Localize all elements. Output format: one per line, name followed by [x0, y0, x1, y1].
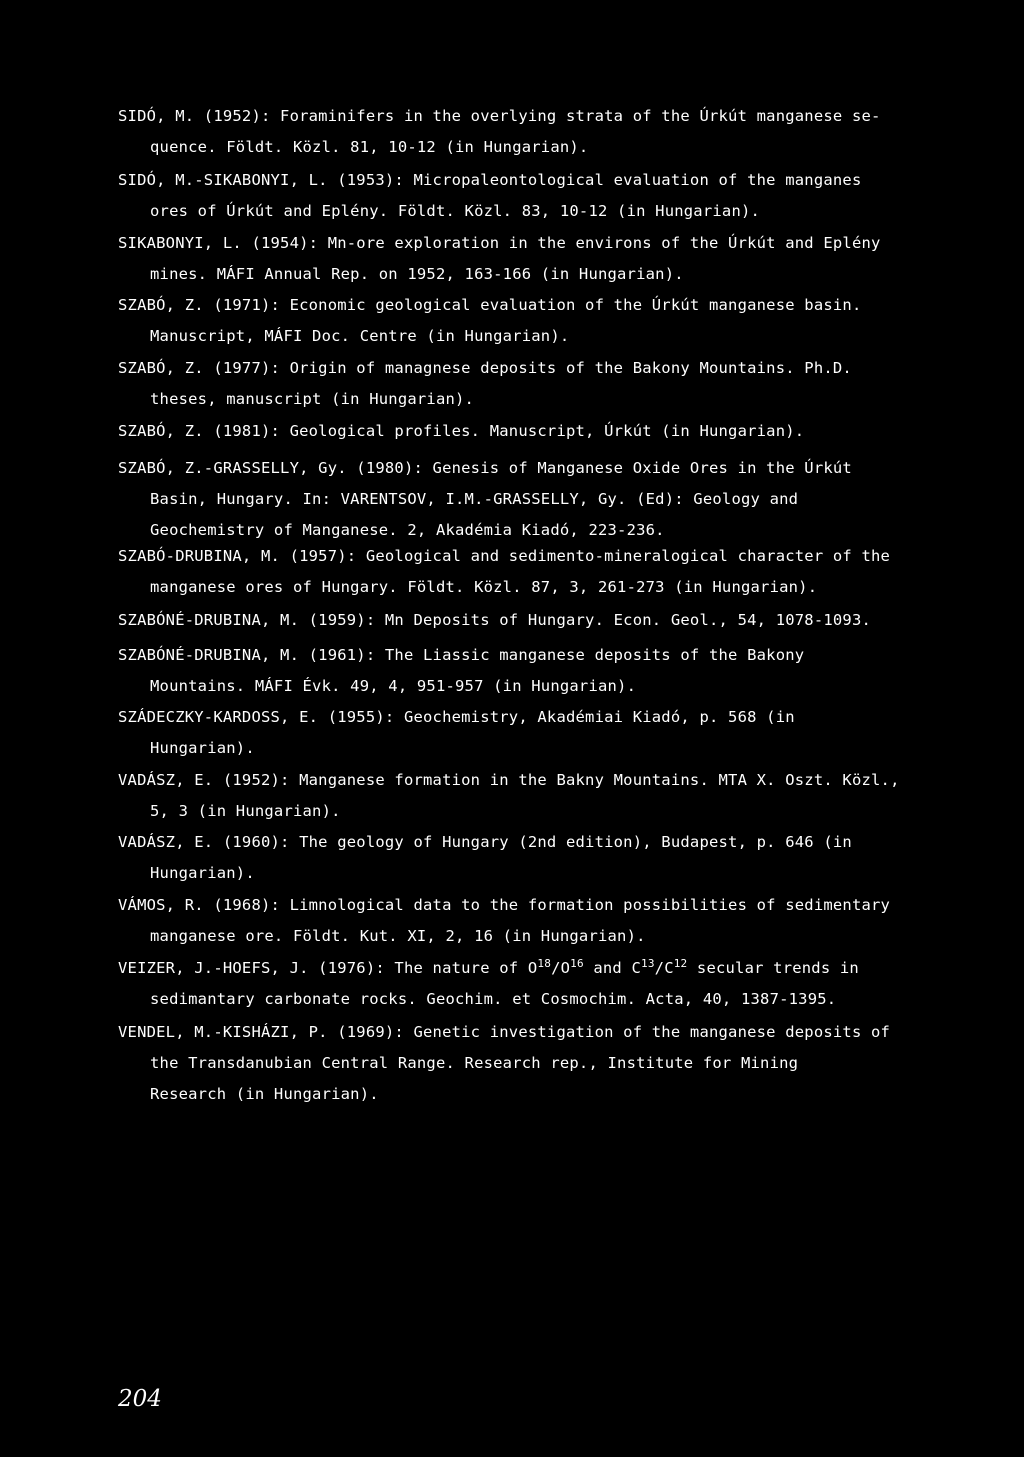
superscript: 12 — [673, 956, 688, 970]
reference-line: Manuscript, MÁFI Doc. Centre (in Hungarian). — [150, 327, 570, 345]
reference-line: SIKABONYI, L. (1954): Mn-ore exploration in the environs of the Úrkút and Eplény — [118, 234, 881, 252]
reference-line: Research (in Hungarian). — [150, 1085, 379, 1103]
reference-line: Basin, Hungary. In: VARENTSOV, I.M.-GRASSELLY, Gy. (Ed): Geology and — [150, 490, 799, 508]
page-number: 204 — [118, 1386, 162, 1412]
reference-line: ores of Úrkút and Eplény. Földt. Közl. 83, 10-12 (in Hungarian). — [150, 202, 761, 220]
reference-line: VENDEL, M.-KISHÁZI, P. (1969): Genetic investigation of the manganese deposits of — [118, 1023, 891, 1041]
superscript: 18 — [537, 956, 552, 970]
reference-line: 5, 3 (in Hungarian). — [150, 802, 341, 820]
reference-line: Hungarian). — [150, 864, 255, 882]
reference-line: VADÁSZ, E. (1960): The geology of Hungary (2nd edition), Budapest, p. 646 (in — [118, 833, 852, 851]
reference-line: SZABÓ, Z. (1981): Geological profiles. Manuscript, Úrkút (in Hungarian). — [118, 422, 805, 440]
text-run: and C — [583, 959, 641, 977]
reference-line: VADÁSZ, E. (1952): Manganese formation in the Bakny Mountains. MTA X. Oszt. Közl., — [118, 771, 900, 789]
reference-line: SIDÓ, M. (1952): Foraminifers in the overlying strata of the Úrkút manganese se- — [118, 107, 881, 125]
reference-line: Geochemistry of Manganese. 2, Akadémia Kiadó, 223-236. — [150, 521, 665, 539]
reference-line: manganese ore. Földt. Kut. XI, 2, 16 (in Hungarian). — [150, 927, 646, 945]
superscript: 16 — [570, 956, 584, 970]
reference-line — [118, 958, 859, 978]
superscript: 13 — [641, 956, 655, 970]
reference-line: SZÁDECZKY-KARDOSS, E. (1955): Geochemistry, Akadémiai Kiadó, p. 568 (in — [118, 708, 795, 726]
reference-line: SZABÓNÉ-DRUBINA, M. (1959): Mn Deposits of Hungary. Econ. Geol., 54, 1078-1093. — [118, 611, 872, 629]
text-run: /O — [551, 959, 571, 977]
reference-line: mines. MÁFI Annual Rep. on 1952, 163-166 (in Hungarian). — [150, 265, 684, 283]
reference-line: SZABÓ, Z. (1977): Origin of managnese deposits of the Bakony Mountains. Ph.D. — [118, 359, 852, 377]
reference-line: SZABÓ-DRUBINA, M. (1957): Geological and sedimento-mineralogical character of the — [118, 547, 891, 565]
reference-line: Mountains. MÁFI Évk. 49, 4, 951-957 (in Hungarian). — [150, 677, 637, 695]
text-run: VEIZER, J.-HOEFS, J. (1976): The nature of O — [118, 959, 538, 977]
reference-line: Hungarian). — [150, 739, 255, 757]
reference-line: SZABÓNÉ-DRUBINA, M. (1961): The Liassic manganese deposits of the Bakony — [118, 646, 805, 664]
reference-line: the Transdanubian Central Range. Research rep., Institute for Mining — [150, 1054, 799, 1072]
reference-line: VÁMOS, R. (1968): Limnological data to the formation possibilities of sedimentary — [118, 896, 891, 914]
reference-line: manganese ores of Hungary. Földt. Közl. 87, 3, 261-273 (in Hungarian). — [150, 578, 818, 596]
reference-line: sedimantary carbonate rocks. Geochim. et Cosmochim. Acta, 40, 1387-1395. — [150, 990, 837, 1008]
text-run: secular trends in — [687, 959, 859, 977]
reference-line: theses, manuscript (in Hungarian). — [150, 390, 475, 408]
reference-line: quence. Földt. Közl. 81, 10-12 (in Hungarian). — [150, 138, 589, 156]
text-run: /C — [654, 959, 674, 977]
reference-line: SZABÓ, Z.-GRASSELLY, Gy. (1980): Genesis of Manganese Oxide Ores in the Úrkút — [118, 459, 852, 477]
reference-line: SZABÓ, Z. (1971): Economic geological evaluation of the Úrkút manganese basin. — [118, 296, 862, 314]
reference-line: SIDÓ, M.-SIKABONYI, L. (1953): Micropaleontological evaluation of the manganes — [118, 171, 862, 189]
